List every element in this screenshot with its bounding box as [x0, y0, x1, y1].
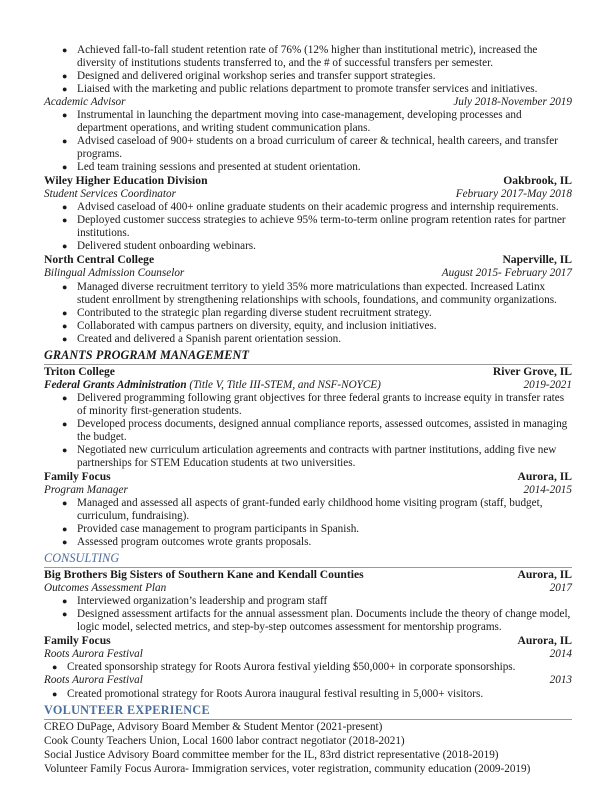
- bullet-icon: ●: [62, 110, 68, 121]
- bullet-icon: ●: [62, 45, 68, 55]
- academic-advisor-bullets: [44, 109, 572, 174]
- list-item: [44, 44, 572, 70]
- volunteer-list: [44, 720, 572, 777]
- list-item: [44, 109, 572, 135]
- job-dates: 2014-2015: [523, 483, 572, 496]
- employer-name: Wiley Higher Education Division: [44, 174, 208, 188]
- list-item-text: Advised caseload of 400+ online graduate students on their academic progress and internship requirements.: [77, 201, 559, 214]
- job-dates: 2014: [549, 648, 572, 661]
- list-item: [44, 497, 572, 523]
- employer-location: River Grove, IL: [492, 364, 572, 378]
- list-item: [44, 333, 572, 346]
- list-item: CREO DuPage, Advisory Board Member & Student Mentor (2021-present): [44, 720, 383, 733]
- bullet-icon: ●: [62, 333, 68, 344]
- job-title: Bilingual Admission Counselor: [44, 267, 185, 280]
- list-item: [44, 418, 572, 444]
- employer-location: Aurora, IL: [517, 568, 572, 582]
- list-item: [44, 281, 572, 307]
- bullet-icon: ●: [62, 524, 68, 535]
- section-heading-consulting: CONSULTING: [44, 551, 120, 566]
- employer-location: Naperville, IL: [502, 253, 572, 267]
- list-item-text: Created sponsorship strategy for Roots Aurora festival yielding $50,000+ in corporate sponsorships.: [67, 661, 516, 674]
- bullet-icon: ●: [62, 537, 68, 548]
- job-title: Roots Aurora Festival: [44, 648, 143, 661]
- list-item: [44, 70, 572, 83]
- bullet-icon: ●: [62, 307, 68, 318]
- bullet-icon: ●: [62, 162, 68, 173]
- bullet-icon: ●: [52, 688, 58, 699]
- job-title-row: [44, 188, 572, 201]
- bullet-icon: ●: [62, 444, 68, 455]
- top-bullet-list: [44, 44, 572, 96]
- list-item: [44, 83, 572, 96]
- employer-name: Big Brothers Big Sisters of Southern Kane and Kendall Counties: [44, 568, 364, 582]
- list-item: [44, 536, 572, 549]
- list-item: [44, 161, 572, 174]
- job-title-detail: (Title V, Title III-STEM, and NSF-NOYCE): [186, 378, 381, 391]
- job-title: Academic Advisor: [44, 96, 126, 108]
- list-item-text: Managed diverse recruitment territory to yield 35% more matriculations than expected. Increased Latinx student enrollment by strengthening relationships with schools, foundations, and community organizations.: [77, 280, 557, 306]
- bullet-icon: ●: [62, 281, 68, 292]
- employer-location: Oakbrook, IL: [503, 174, 572, 188]
- job-title: Student Services Coordinator: [44, 188, 176, 201]
- employer-row: [44, 174, 572, 188]
- wiley-bullets: [44, 201, 572, 253]
- bullet-icon: ●: [62, 596, 68, 607]
- list-item-text: Contributed to the strategic plan regarding diverse student recruitment strategy.: [77, 306, 432, 319]
- list-item-text: Created promotional strategy for Roots Aurora inaugural festival resulting in 5,000+ visitors.: [67, 687, 484, 700]
- section-heading-volunteer: VOLUNTEER EXPERIENCE: [44, 703, 572, 720]
- north-central-bullets: [44, 281, 572, 346]
- list-item: [44, 135, 572, 161]
- employer-row: [44, 568, 572, 582]
- bullet-icon: ●: [62, 71, 68, 81]
- bbbs-bullets: [44, 595, 572, 634]
- list-item: [44, 392, 572, 418]
- job-title: Roots Aurora Festival: [44, 674, 143, 687]
- section-heading-grants: GRANTS PROGRAM MANAGEMENT: [44, 348, 572, 365]
- employer-name: Family Focus: [44, 469, 111, 483]
- list-item: [44, 201, 572, 214]
- job-title: [44, 379, 381, 392]
- employer-row: [44, 634, 572, 648]
- employer-row: [44, 253, 572, 267]
- job-dates: February 2017-May 2018: [455, 188, 572, 201]
- employer-location: Aurora, IL: [517, 634, 572, 648]
- resume-content: [44, 44, 572, 776]
- job-title-row: [44, 267, 572, 280]
- employer-location: Aurora, IL: [517, 469, 572, 483]
- employer-row: [44, 470, 572, 484]
- list-item: [44, 320, 572, 333]
- job-title-row: [44, 582, 572, 595]
- job-title-main: Federal Grants Administration: [44, 378, 187, 391]
- job-title-row: [44, 484, 572, 497]
- bullet-icon: ●: [62, 215, 68, 226]
- list-item-text: Managed and assessed all aspects of grant-funded early childhood home visiting program (staff, budget, curriculum, fundraising).: [77, 497, 543, 523]
- list-item: Social Justice Advisory Board committee member for the IL, 83rd district representative (2018-2019): [44, 749, 499, 762]
- employer-name: Triton College: [44, 364, 115, 378]
- list-item-text: Led team training sessions and presented at student orientation.: [77, 161, 361, 174]
- list-item-text: Negotiated new curriculum articulation agreements and contracts with partner institutions, adding five new partnerships for STEM Education students at two universities.: [77, 443, 557, 469]
- list-item-text: Achieved fall-to-fall student retention rate of 76% (12% higher than institutional metric), increased the diversity of institutions students transferred to, and the # of successful transfers per semester.: [77, 44, 538, 69]
- family-focus-grants-bullets: [44, 497, 572, 549]
- list-item-text: Created and delivered a Spanish parent orientation session.: [77, 332, 342, 345]
- list-item: [44, 661, 572, 674]
- list-item: [44, 523, 572, 536]
- list-item-text: Assessed program outcomes wrote grants proposals.: [77, 536, 312, 549]
- list-item: [44, 595, 572, 608]
- list-item-text: Designed and delivered original workshop series and transfer support strategies.: [77, 70, 436, 82]
- job-dates: August 2015- February 2017: [441, 267, 572, 280]
- bullet-icon: ●: [62, 320, 68, 331]
- list-item-text: Provided case management to program participants in Spanish.: [77, 523, 360, 536]
- bullet-icon: ●: [62, 392, 68, 403]
- job-title-row: [44, 379, 572, 392]
- list-item: [44, 240, 572, 253]
- list-item-text: Developed process documents, designed annual compliance reports, assessed outcomes, assisted in managing the budget.: [77, 417, 568, 443]
- list-item-text: Instrumental in launching the department moving into case-management, developing processes and department operations, and writing student communication plans.: [77, 109, 522, 135]
- list-item: [44, 214, 572, 240]
- job-dates: July 2018-November 2019: [453, 96, 572, 108]
- bullet-icon: ●: [62, 418, 68, 429]
- list-item: [44, 688, 572, 701]
- employer-row: [44, 365, 572, 379]
- bullet-icon: ●: [52, 662, 58, 673]
- list-item-text: Deployed customer success strategies to achieve 95% term-to-term online program retention rates for partner institutions.: [77, 214, 566, 240]
- bullet-icon: ●: [62, 241, 68, 252]
- job-title-row: [44, 674, 572, 687]
- list-item: Volunteer Family Focus Aurora- Immigration services, voter registration, community education (2009-2019): [44, 763, 531, 776]
- bullet-icon: ●: [62, 136, 68, 147]
- job-title-row: [44, 96, 572, 109]
- list-item-text: Delivered programming following grant objectives for three federal grants to increase equity in transfer rates of minority first-generation students.: [77, 391, 565, 417]
- triton-bullets: [44, 392, 572, 470]
- job-dates: 2017: [549, 582, 572, 595]
- employer-name: North Central College: [44, 253, 155, 267]
- job-title: Outcomes Assessment Plan: [44, 582, 167, 595]
- list-item-text: Delivered student onboarding webinars.: [77, 240, 256, 253]
- list-item-text: Interviewed organization’s leadership and program staff: [77, 595, 328, 608]
- list-item-text: Designed assessment artifacts for the annual assessment plan. Documents include the theory of change model, logic model, selected metrics, and step-by-step outcomes assessment for mentorship programs.: [77, 608, 571, 634]
- list-item-text: Advised caseload of 900+ students on a broad curriculum of career & technical, health careers, and transfer programs.: [77, 135, 558, 161]
- list-item: Cook County Teachers Union, Local 1600 labor contract negotiator (2018-2021): [44, 734, 405, 747]
- list-item: [44, 307, 572, 320]
- job-title: Program Manager: [44, 483, 128, 496]
- bullet-icon: ●: [62, 84, 68, 94]
- bullet-icon: ●: [62, 609, 68, 620]
- job-title-row: [44, 648, 572, 661]
- job-dates: 2019-2021: [523, 378, 572, 391]
- bullet-icon: ●: [62, 498, 68, 509]
- bullet-icon: ●: [62, 202, 68, 213]
- employer-name: Family Focus: [44, 634, 111, 648]
- list-item: [44, 608, 572, 634]
- list-item: [44, 444, 572, 470]
- job-dates: 2013: [549, 674, 572, 687]
- list-item-text: Liaised with the marketing and public relations department to promote transfer services and initiatives.: [77, 83, 538, 95]
- list-item-text: Collaborated with campus partners on diversity, equity, and inclusion initiatives.: [77, 319, 437, 332]
